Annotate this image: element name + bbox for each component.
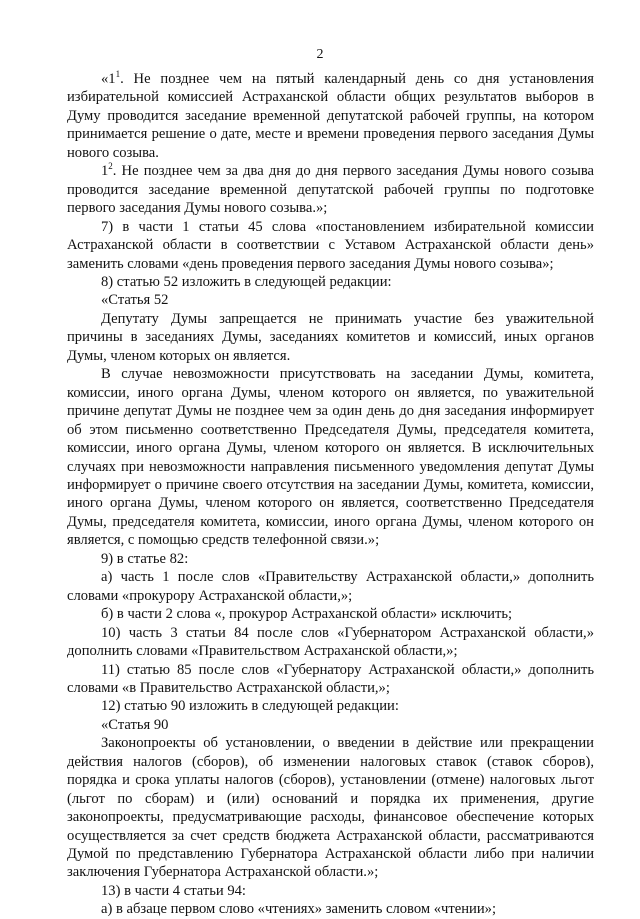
amendment-9-b: б) в части 2 слова «, прокурор Астраханской области» исключить;: [101, 606, 513, 623]
amendment-8: 8) статью 52 изложить в следующей редакции:: [101, 273, 392, 290]
amendment-9: 9) в статье 82:: [101, 550, 189, 567]
paragraph-1-1: «$1^1$. Не позднее чем на пятый календарный день со дня установления избирательной комиссией Астраханской области общих результатов выборов в Думу проводится заседание временной депутатской рабочей группы, на котором принимается решение о дате, месте и времени проведения первого заседания Думы нового созыва.: [67, 69, 594, 161]
superscript: 2: [108, 161, 113, 172]
amendment-10: 10) часть 3 статьи 84 после слов «Губернатором Астраханской области,» дополнить словами «Правительством Астраханской области,»;: [67, 624, 594, 660]
article-52-heading: «Статья 52: [101, 292, 169, 309]
amendment-13: 13) в части 4 статьи 94:: [101, 882, 246, 899]
amendment-11: 11) статью 85 после слов «Губернатору Астраханской области,» дополнить словами «в Правительство Астраханской области,»;: [67, 661, 594, 696]
paragraph-1-2: $1^2$. Не позднее чем за два дня до дня первого заседания Думы нового созыва проводится заседание временной депутатской рабочей группы по подготовке первого заседания Думы нового созыва.»;: [67, 161, 594, 217]
article-52-part-2: В случае невозможности присутствовать на заседании Думы, комитета, комиссии, иного органа Думы, членом которого он является, по уважительной причине депутат Думы не позднее чем за один день до дня заседания информирует об этом письменно соответственно Председателя Думы, председателя комитета, комиссии, иного органа Думы, членом которого он является. В исключительных случаях при невозможности направления письменного уведомления депутат Думы информирует о причине своего отсутствия на заседании Думы, комитета, комиссии, иного органа Думы, членом которого он является, соответственно Председателя Думы, председателя комитета, комиссии, иного органа Думы, членом которого он является, с помощью средств телефонной связи.»;: [67, 366, 594, 549]
superscript: 1: [115, 69, 121, 80]
amendment-7: 7) в части 1 статьи 45 слова «постановлением избирательной комиссии Астраханской области в соответствии с Уставом Астраханской области день» заменить словами «день проведения первого заседания Думы нового созыва»;: [67, 218, 594, 272]
article-90-text: Законопроекты об установлении, о введении в действие или прекращении действия налогов (сборов), об изменении налоговых ставок (ставок сборов), порядка и срока уплаты налогов (сборов), установлении (отмене) налоговых льгот (льгот по сборам) и (или) оснований и порядка их применения, другие законопроекты, предусматривающие расходы, финансовое обеспечение которых осуществляется за счет средств бюджета Астраханской области, рассматриваются Думой по представлению Губернатора Астраханской области либо при наличии заключения Губернатора Астраханской области.»;: [67, 735, 594, 881]
amendment-9-a: а) часть 1 после слов «Правительству Астраханской области,» дополнить словами «прокурору Астраханской области,»;: [67, 569, 594, 604]
article-90-heading: «Статья 90: [101, 716, 169, 733]
amendment-12: 12) статью 90 изложить в следующей редакции:: [101, 698, 399, 715]
article-52-part-1: Депутату Думы запрещается не принимать участие без уважительной причины в заседаниях Думы, заседаниях комитетов и комиссий, иных органов Думы, членом которых он является.: [67, 310, 594, 364]
page-number: 2: [316, 47, 324, 62]
document-body: [67, 70, 594, 919]
amendment-13-a: а) в абзаце первом слово «чтениях» заменить словом «чтении»;: [101, 901, 497, 918]
